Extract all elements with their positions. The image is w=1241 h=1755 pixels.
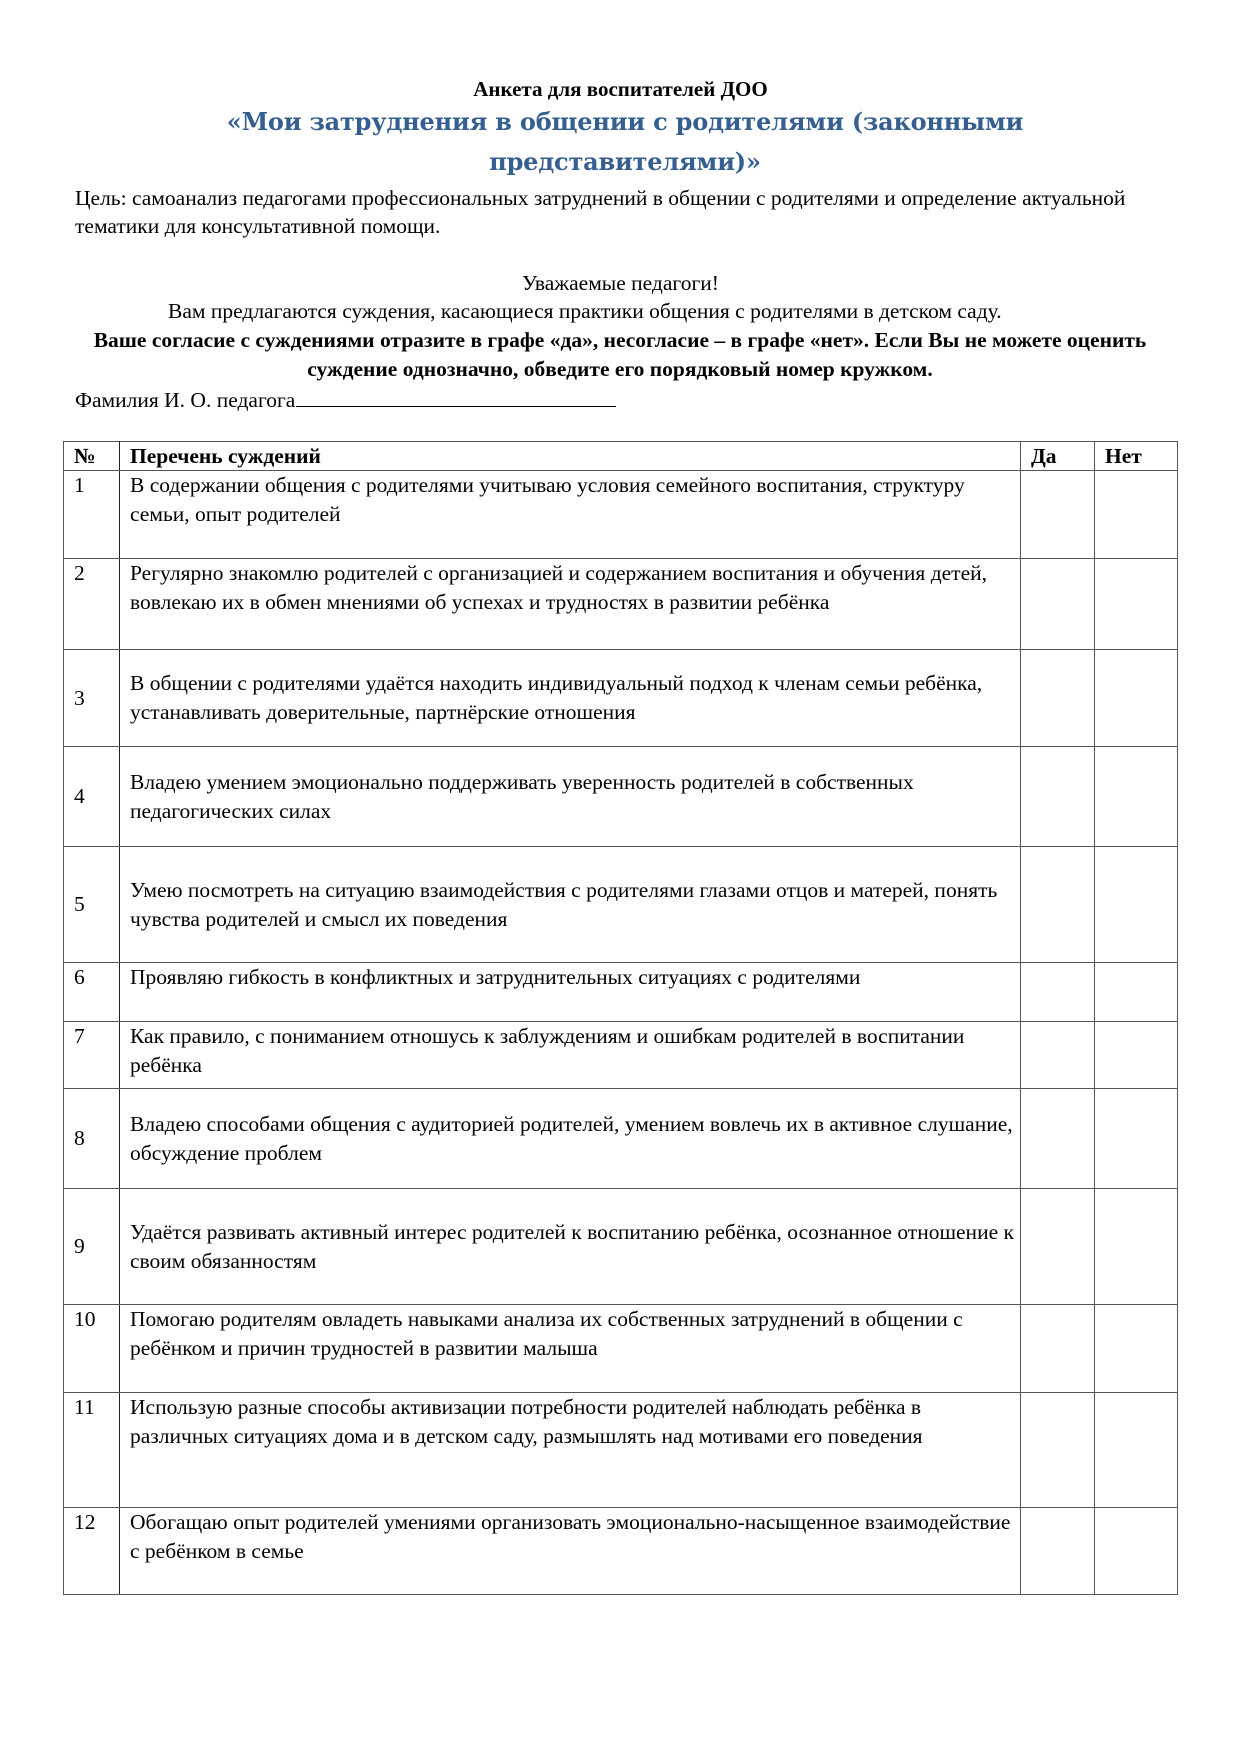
- statement-text: В общении с родителями удаётся находить индивидуальный подход к членам семьи ребёнка, устанавливать доверительные, партнёрские отношения: [120, 650, 1021, 747]
- table-row: [64, 471, 1178, 559]
- intro-text: Вам предлагаются суждения, касающиеся практики общения с родителями в детском саду.: [168, 299, 1002, 323]
- greeting: Уважаемые педагоги!: [522, 271, 719, 295]
- table-header-row: [64, 442, 1178, 471]
- no-cell[interactable]: [1095, 1508, 1178, 1595]
- no-cell[interactable]: [1095, 963, 1178, 1022]
- teacher-name-row: [75, 386, 616, 413]
- survey-title: «Мои затруднения в общении с родителями (законными представителями)»: [226, 107, 1024, 176]
- row-number[interactable]: 4: [64, 747, 120, 847]
- statement-text: Использую разные способы активизации потребности родителей наблюдать ребёнка в различных ситуациях дома и в детском саду, размышлять над мотивами его поведения: [120, 1393, 1021, 1508]
- statements-table: [63, 441, 1178, 1595]
- table-row: [64, 963, 1178, 1022]
- yes-cell[interactable]: [1021, 1508, 1095, 1595]
- statement-text: Обогащаю опыт родителей умениями организовать эмоционально-насыщенное взаимодействие с ребёнком в семье: [120, 1508, 1021, 1595]
- yes-cell[interactable]: [1021, 559, 1095, 650]
- table-row: [64, 747, 1178, 847]
- teacher-name-label: Фамилия И. О. педагога: [75, 388, 296, 412]
- table-row: [64, 847, 1178, 963]
- no-cell[interactable]: [1095, 1305, 1178, 1393]
- no-cell[interactable]: [1095, 1089, 1178, 1189]
- row-number[interactable]: 3: [64, 650, 120, 747]
- no-cell[interactable]: [1095, 471, 1178, 559]
- no-cell[interactable]: [1095, 747, 1178, 847]
- statement-text: Проявляю гибкость в конфликтных и затруднительных ситуациях с родителями: [120, 963, 1021, 1022]
- table-row: [64, 1189, 1178, 1305]
- yes-cell[interactable]: [1021, 747, 1095, 847]
- statement-text: Владею умением эмоционально поддерживать уверенность родителей в собственных педагогических силах: [120, 747, 1021, 847]
- row-number[interactable]: 7: [64, 1022, 120, 1089]
- no-cell[interactable]: [1095, 650, 1178, 747]
- statement-text: Помогаю родителям овладеть навыками анализа их собственных затруднений в общении с ребёнком и причин трудностей в развитии малыша: [120, 1305, 1021, 1393]
- table-row: [64, 1393, 1178, 1508]
- statement-text: Владею способами общения с аудиторией родителей, умением вовлечь их в активное слушание, обсуждение проблем: [120, 1089, 1021, 1189]
- row-number[interactable]: 9: [64, 1189, 120, 1305]
- row-number[interactable]: 12: [64, 1508, 120, 1595]
- yes-cell[interactable]: [1021, 847, 1095, 963]
- row-number[interactable]: 2: [64, 559, 120, 650]
- no-cell[interactable]: [1095, 1022, 1178, 1089]
- instructions: Ваше согласие с суждениями отразите в графе «да», несогласие – в графе «нет». Если Вы не можете оценить суждение однозначно, обведите его порядковый номер кружком.: [93, 328, 1147, 381]
- header-yes: Да: [1021, 442, 1095, 471]
- yes-cell[interactable]: [1021, 1022, 1095, 1089]
- table-row: [64, 559, 1178, 650]
- row-number[interactable]: 5: [64, 847, 120, 963]
- statement-text: В содержании общения с родителями учитываю условия семейного воспитания, структуру семьи, опыт родителей: [120, 471, 1021, 559]
- row-number[interactable]: 6: [64, 963, 120, 1022]
- statement-text: Регулярно знакомлю родителей с организацией и содержанием воспитания и обучения детей, вовлекаю их в обмен мнениями об успехах и трудностях в развитии ребёнка: [120, 559, 1021, 650]
- row-number[interactable]: 11: [64, 1393, 120, 1508]
- survey-heading: Анкета для воспитателей ДОО: [473, 77, 768, 101]
- survey-goal: Цель: самоанализ педагогами профессиональных затруднений в общении с родителями и определение актуальной тематики для консультативной помощи.: [75, 186, 1126, 238]
- no-cell[interactable]: [1095, 559, 1178, 650]
- header-no: Нет: [1095, 442, 1178, 471]
- table-row: [64, 1508, 1178, 1595]
- statement-text: Как правило, с пониманием отношусь к заблуждениям и ошибкам родителей в воспитании ребёнка: [120, 1022, 1021, 1089]
- no-cell[interactable]: [1095, 1189, 1178, 1305]
- no-cell[interactable]: [1095, 847, 1178, 963]
- table-row: [64, 1305, 1178, 1393]
- yes-cell[interactable]: [1021, 471, 1095, 559]
- header-num: №: [64, 442, 120, 471]
- yes-cell[interactable]: [1021, 1189, 1095, 1305]
- yes-cell[interactable]: [1021, 1305, 1095, 1393]
- header-statement: Перечень суждений: [120, 442, 1021, 471]
- yes-cell[interactable]: [1021, 650, 1095, 747]
- table-row: [64, 650, 1178, 747]
- table-row: [64, 1022, 1178, 1089]
- yes-cell[interactable]: [1021, 963, 1095, 1022]
- yes-cell[interactable]: [1021, 1393, 1095, 1508]
- table-row: [64, 1089, 1178, 1189]
- row-number[interactable]: 1: [64, 471, 120, 559]
- yes-cell[interactable]: [1021, 1089, 1095, 1189]
- statement-text: Удаётся развивать активный интерес родителей к воспитанию ребёнка, осознанное отношение к своим обязанностям: [120, 1189, 1021, 1305]
- teacher-name-field[interactable]: [296, 386, 616, 407]
- no-cell[interactable]: [1095, 1393, 1178, 1508]
- statement-text: Умею посмотреть на ситуацию взаимодействия с родителями глазами отцов и матерей, понять чувства родителей и смысл их поведения: [120, 847, 1021, 963]
- row-number[interactable]: 8: [64, 1089, 120, 1189]
- row-number[interactable]: 10: [64, 1305, 120, 1393]
